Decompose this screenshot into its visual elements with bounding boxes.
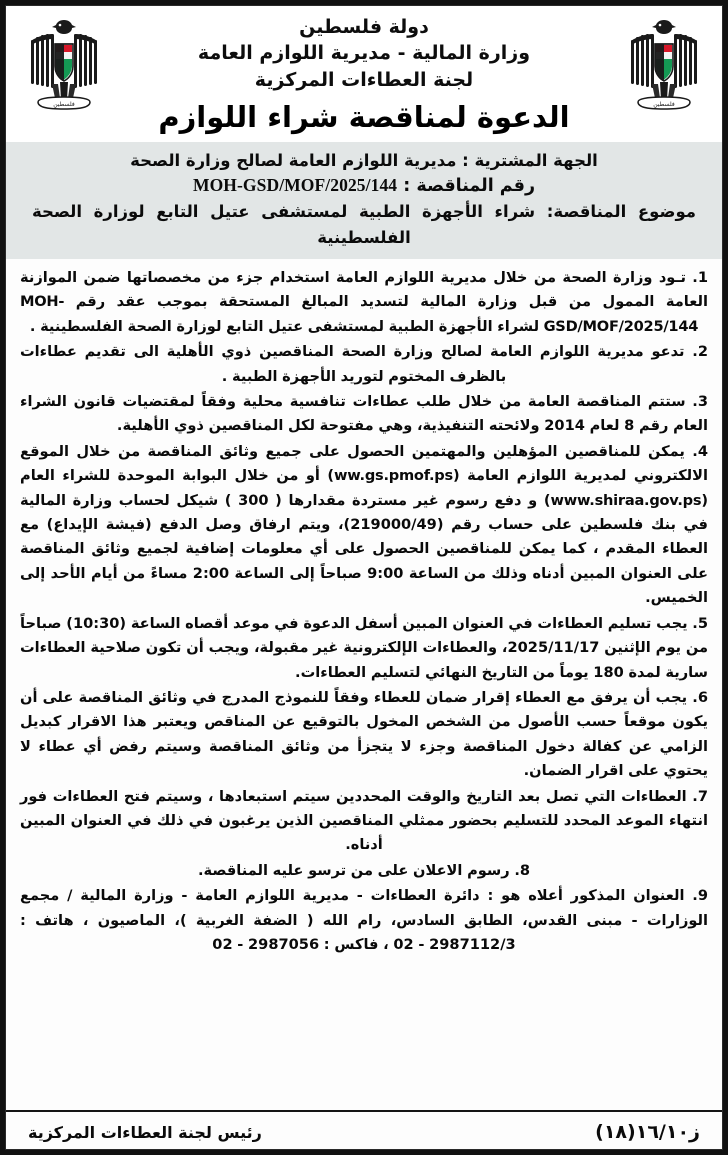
tender-number-line	[32, 173, 696, 199]
committee-name: لجنة العطاءات المركزية	[254, 69, 474, 91]
clauses-container	[6, 259, 722, 1110]
tender-subject-line: موضوع المناقصة: شراء الأجهزة الطبية لمستشفى عتيل التابع لوزارة الصحة الفلسطينية	[32, 202, 696, 247]
masthead-text-block	[6, 14, 722, 94]
clause-6: 6. يجب أن يرفق مع العطاء إقرار ضمان للعطاء وفقاً للنموذج المدرج في وثائق المناقصة على أن يكون موقعاً حسب الأصول من الشخص المخول بالتوقيع عن المناقص ويعتبر هذا الاقرار كبديل الزامي عن كفالة دخول المناقصة وجزء لا يتجزأ من وثائق المناقصة وسيتم رفض أي عطاء لا يحتوي على اقرار الضمان.	[20, 688, 708, 780]
tender-header-band	[6, 142, 722, 259]
clause-4: 4. يمكن للمناقصين المؤهلين والمهتمين الحصول على جميع وثائق المناقصة من خلال الموقع الالكتروني لمديرية اللوازم العامة (ww.gs.pmof.ps) أو من خلال البوابة الموحدة للشراء العام (www.shiraa.gov.ps) و دفع رسوم غير مستردة مقدارها ( 300 ) شيكل لحساب وزارة المالية في بنك فلسطين على حساب رقم (219000/49)، ويتم ارفاق وصل الدفع (فيشة الإيداع) مع العطاء المقدم ، كما يمكن للمناقصين الحصول على أي معلومات إضافية لجميع وثائق المناقصة على العنوان المبين أدناه وذلك من الساعة 9:00 صباحاً إلى الساعة 2:00 مساءً من أيام الأحد إلى الخميس.	[20, 442, 709, 607]
svg-text:فلسطين: فلسطين	[653, 101, 675, 108]
reference-code: ز١٦/١٠(١٨)	[595, 1121, 700, 1143]
clause-2: 2. تدعو مديرية اللوازم العامة لصالح وزارة الصحة المناقصين ذوي الأهلية الى تقديم عطاءات بالظرف المختوم لتوريد الأجهزة الطبية .	[20, 343, 708, 385]
clause-5: 5. يجب تسليم العطاءات في العنوان المبين أسفل الدعوة في موعد أقصاه الساعة (10:30) صباحاً من يوم الإثنين 2025/11/17، والعطاءات الإلكترونية غير مقبولة، ويجب أن تكون صلاحية العطاءات سارية لمدة 180 يوماً من التاريخ النهائي لتسليم العطاءات.	[20, 614, 709, 681]
clause-3: 3. ستتم المناقصة العامة من خلال طلب عطاءات تنافسية محلية وفقاً لمقتضيات قانون الشراء العام رقم 8 لعام 2014 ولائحته التنفيذية، وهي مفتوحة لكل المناقصين ذوي الأهلية.	[20, 393, 708, 435]
buying-entity-line: الجهة المشترية : مديرية اللوازم العامة لصالح وزارة الصحة	[130, 151, 598, 170]
tender-number-value: MOH-GSD/MOF/2025/144	[192, 175, 398, 195]
clause-9: 9. العنوان المذكور أعلاه هو : دائرة العطاءات - مديرية اللوازم العامة - وزارة المالية / مجمع الوزارات - مبنى القدس، الطابق السادس، رام الله ( الضفة الغربية )، الماصيون ، هاتف : 2987112/3 - 02 ، فاكس : 2987056 - 02	[20, 887, 708, 953]
masthead	[6, 6, 722, 142]
state-name: دولة فلسطين	[299, 16, 429, 38]
page-title: الدعوة لمناقصة شراء اللوازم	[158, 100, 570, 134]
clause-1: 1. تـود وزارة الصحة من خلال مديرية اللوازم العامة استخدام جزء من مخصصاتها ضمن الموازنة العامة الممول من قبل وزارة المالية لتسديد المبالغ المستحقة بموجب عقد رقم MOH-GSD/MOF/2025/144 لشراء الأجهزة الطبية لمستشفى عتيل التابع لوزارة الصحة الفلسطينية .	[20, 269, 708, 335]
clause-8: 8. رسوم الاعلان على من ترسو عليه المناقصة.	[197, 861, 531, 879]
clause-7: 7. العطاءات التي تصل بعد التاريخ والوقت المحددين سيتم استبعادها ، وسيتم فتح العطاءات فور انتهاء الموعد المحدد للتسليم بحضور ممثلي المناقصين الذين يرغبون في ذلك في العنوان المبين أدناه.	[20, 787, 708, 854]
ministry-name: وزارة المالية - مديرية اللوازم العامة	[197, 42, 531, 64]
coat-of-arms-emblem-left	[22, 14, 106, 118]
tender-number-label: رقم المناقصة :	[403, 176, 536, 196]
coat-of-arms-emblem-right	[622, 14, 706, 118]
svg-text:فلسطين: فلسطين	[53, 101, 75, 108]
signature-line: رئيس لجنة العطاءات المركزية	[28, 1122, 262, 1142]
page-footer	[6, 1110, 722, 1149]
page-inner-border	[5, 5, 723, 1150]
